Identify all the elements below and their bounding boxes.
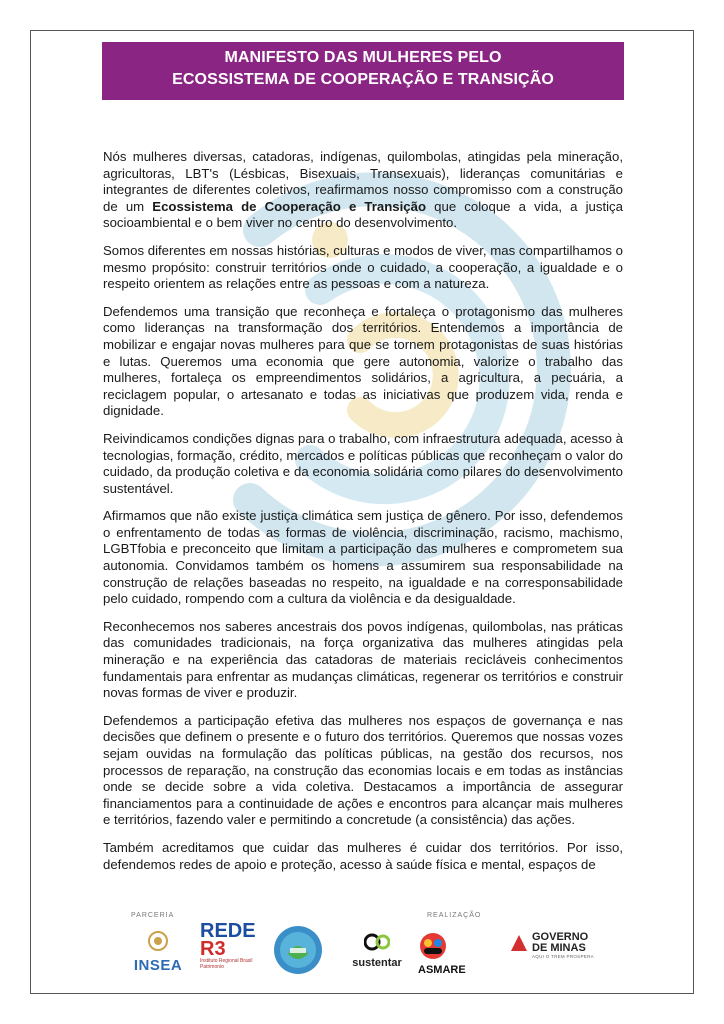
paragraph-6: Reconhecemos nos saberes ancestrais dos povos indígenas, quilombolas, nas práticas das comunidades tradicionais, na força organizativa das mulheres atingidas pela mineração e na experiência das catadoras de materiais recicláveis conhecimentos fundamentais para enfrentar as mudanças climáticas, regenerar os territórios e construir novas formas de viver e produzir. (103, 618, 623, 701)
insea-emblem-icon (147, 930, 169, 952)
sustentar-co-icon (364, 932, 390, 952)
rede-r3-logo: REDE R3 Instituto Regional Brasil Patrimonio (200, 920, 256, 970)
manifesto-body (103, 149, 623, 884)
asmare-people-icon (418, 932, 448, 960)
ecosystem-bold-term: Ecossistema de Cooperação e Transição (152, 198, 427, 214)
governo-de-minas-logo: GOVERNO DE MINAS AQUI O TREM PROSPERA (510, 930, 594, 966)
title-line-1: MANIFESTO DAS MULHERES PELO (224, 49, 502, 66)
insea-logo: INSEA (130, 930, 186, 974)
paragraph-7: Defendemos a participação efetiva das mulheres nos espaços de governança e nas decisões que definem o presente e o futuro dos territórios. Queremos que nossas vozes sejam ouvidas na formulação das políticas públicas, na gestão dos recursos, nos processos de reparação, na construção das economias locais e em todas as instâncias onde se decide sobre a vida coletiva. Destacamos a importância de assegurar financiamentos para a continuidade de ações e encontros para alcançar mais mulheres e territórios, fazendo valer e permitindo a concretude (a consistência) das ações. (103, 712, 623, 828)
paragraph-3: Defendemos uma transição que reconheça e fortaleça o protagonismo das mulheres como lideranças na transformação dos territórios. Entendemos a importância de mobilizar e engajar novas mulheres para que se tornem protagonistas de suas histórias e lutas. Queremos uma economia que gere autonomia, valorize o trabalho das mulheres, fortaleça os empreendimentos solidários, a agricultura, a pecuária, a reciclagem popular, o artesanato e todas as iniciativas que produzem vida, renda e dignidade. (103, 303, 623, 419)
sustentar-logo: sustentar (352, 932, 402, 972)
asmare-logo: ASMARE (418, 932, 500, 960)
title-banner (102, 42, 624, 100)
network-circle-logo (272, 924, 324, 976)
title-line-2: ECOSSISTEMA DE COOPERAÇÃO E TRANSIÇÃO (172, 71, 554, 88)
realizacao-label: REALIZAÇÃO (427, 912, 482, 919)
paragraph-4: Reivindicamos condições dignas para o trabalho, com infraestrutura adequada, acesso à tecnologias, formação, crédito, mercados e políticas públicas que reconheçam o valor do cuidado, da produção coletiva e da economia solidária como pilares do desenvolvimento sustentável. (103, 430, 623, 496)
paragraph-2: Somos diferentes em nossas histórias, culturas e modos de viver, mas compartilhamos o mesmo propósito: construir territórios onde o cuidado, a cooperação, a igualdade e o respeito orientem as relações entre as pessoas e com a natureza. (103, 242, 623, 292)
minas-triangle-icon (510, 934, 528, 952)
parceria-label: PARCERIA (131, 912, 175, 919)
paragraph-5: Afirmamos que não existe justiça climática sem justiça de gênero. Por isso, defendemos o enfrentamento de todas as formas de violência, discriminação, racismo, machismo, LGBTfobia e preconceito que limitam a participação das mulheres e comprometem sua autonomia. Convidamos também os homens a assumirem sua responsabilidade na construção de relações baseadas no respeito, na igualdade e na corresponsabilidade pelo cuidado, rompendo com a cultura da violência e da desigualdade. (103, 508, 623, 607)
paragraph-8: Também acreditamos que cuidar das mulheres é cuidar dos territórios. Por isso, defendemos redes de apoio e proteção, acesso à saúde física e mental, espaços de (103, 839, 623, 872)
paragraph-1: Nós mulheres diversas, catadoras, indígenas, quilombolas, atingidas pela mineração, agricultoras, LBT's (Lésbicas, Bisexuais, Transexuais), lideranças comunitárias e integrantes de diferentes coletivos, reafirmamos nosso compromisso com a construção de um Ecossistema de Cooperação e Transição que coloque a vida, a justiça socioambiental e o bem viver no centro do desenvolvimento. (103, 149, 623, 231)
